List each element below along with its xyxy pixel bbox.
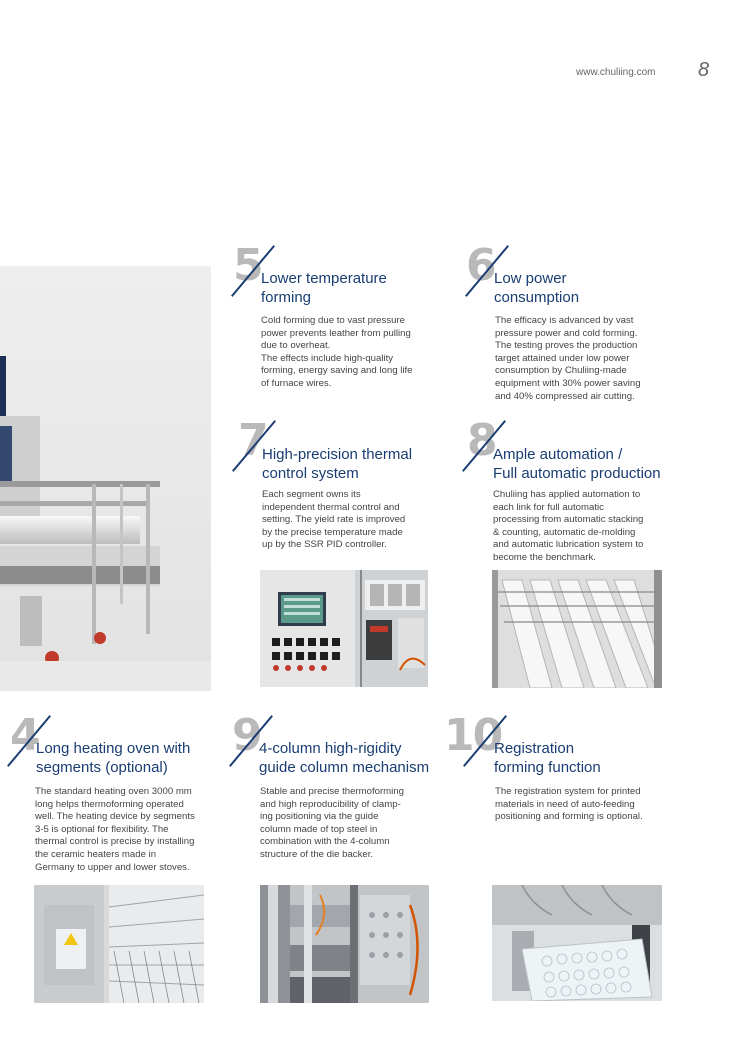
- body-line: structure of the die backer.: [260, 848, 374, 860]
- body-line: consumption by Chuliing-made: [495, 365, 627, 377]
- body-line: become the benchmark.: [493, 551, 596, 563]
- feature-number: 8: [467, 415, 496, 466]
- feature-body: [35, 786, 195, 874]
- body-line: and high reproducibility of clamp-: [260, 798, 401, 810]
- body-line: Stable and precise thermoforming: [260, 786, 404, 797]
- title-line-1: Lower temperature: [261, 270, 387, 287]
- title-line-2: consumption: [494, 289, 580, 306]
- title-line-1: Long heating oven with: [36, 740, 191, 757]
- body-line: The efficacy is advanced by vast: [495, 315, 634, 326]
- feature-body: [493, 489, 643, 565]
- feature-title: [494, 269, 579, 307]
- body-line: column made of top steel in: [260, 823, 378, 835]
- title-line-1: 4-column high-rigidity: [259, 740, 402, 757]
- feature-title: [36, 739, 190, 777]
- body-line: The standard heating oven 3000 mm: [35, 786, 192, 797]
- feature-body: [262, 489, 405, 552]
- body-line: well. The heating device by segments: [35, 811, 195, 823]
- feature-number: 7: [238, 415, 267, 466]
- heating-oven-photo: [34, 885, 204, 1003]
- guide-column-photo: [260, 885, 429, 1003]
- body-line: 3-5 is optional for flexibility. The: [35, 823, 169, 835]
- automation-photo: [492, 570, 662, 688]
- feature-body: [495, 315, 641, 403]
- feature-title: [262, 445, 412, 483]
- body-line: each link for full automatic: [493, 501, 604, 513]
- title-line-1: High-precision thermal: [262, 446, 413, 463]
- website-url[interactable]: www.chuliing.com: [576, 67, 656, 78]
- body-line: equipment with 30% power saving: [495, 377, 641, 389]
- control-panel-photo: [260, 570, 428, 687]
- title-line-2: control system: [262, 465, 359, 482]
- body-line: Germany to upper and lower stoves.: [35, 861, 190, 873]
- body-line: by the precise temperature made: [262, 526, 403, 538]
- body-line: setting. The yield rate is improved: [262, 514, 406, 526]
- feature-body: [260, 786, 404, 862]
- feature-body: [261, 315, 412, 391]
- body-line: and 40% compressed air cutting.: [495, 390, 635, 402]
- title-line-2: Full automatic production: [493, 465, 661, 482]
- title-line-2: forming function: [494, 759, 601, 776]
- feature-number: 6: [466, 240, 495, 291]
- feature-number: 10: [444, 710, 502, 761]
- body-line: Chuliing has applied automation to: [493, 489, 641, 500]
- feature-number: 4: [10, 710, 39, 761]
- body-line: and automatic lubrication system to: [493, 539, 644, 551]
- body-line: positioning and forming is optional.: [495, 811, 643, 823]
- body-line: of furnace wires.: [261, 377, 332, 389]
- body-line: the ceramic heaters made in: [35, 848, 157, 860]
- title-line-2: forming: [261, 289, 312, 306]
- body-line: thermal control is precise by installing: [35, 836, 195, 848]
- body-line: ing positioning via the guide: [260, 811, 379, 823]
- feature-title: [494, 739, 601, 777]
- body-line: materials in need of auto-feeding: [495, 798, 635, 810]
- body-line: Each segment owns its: [262, 489, 361, 500]
- feature-number: 5: [233, 240, 262, 291]
- body-line: combination with the 4-column: [260, 836, 390, 848]
- body-line: long helps thermoforming operated: [35, 798, 184, 810]
- body-line: The registration system for printed: [495, 786, 641, 797]
- feature-title: [261, 269, 387, 307]
- body-line: The effects include high-quality: [261, 352, 394, 364]
- feature-number: 9: [232, 710, 261, 761]
- body-line: target attained under low power: [495, 352, 630, 364]
- body-line: up by the SSR PID controller.: [262, 539, 387, 551]
- title-line-2: segments (optional): [36, 759, 168, 776]
- title-line-1: Low power: [494, 270, 567, 287]
- body-line: processing from automatic stacking: [493, 514, 644, 526]
- body-line: Cold forming due to vast pressure: [261, 315, 405, 326]
- body-line: forming, energy saving and long life: [261, 365, 413, 377]
- title-line-1: Registration: [494, 740, 575, 757]
- body-line: The testing proves the production: [495, 340, 638, 352]
- feature-body: [495, 786, 643, 824]
- title-line-2: guide column mechanism: [259, 759, 430, 776]
- body-line: & counting, automatic de-molding: [493, 526, 636, 538]
- body-line: power prevents leather from pulling: [261, 327, 411, 339]
- page-number: 8: [698, 59, 710, 81]
- registration-photo: [492, 885, 662, 1001]
- machine-photo: [0, 266, 211, 691]
- body-line: independent thermal control and: [262, 501, 400, 513]
- feature-title: [259, 739, 429, 777]
- body-line: due to overheat.: [261, 340, 331, 352]
- body-line: pressure power and cold forming.: [495, 327, 638, 339]
- feature-title: [493, 445, 661, 483]
- title-line-1: Ample automation /: [493, 446, 623, 463]
